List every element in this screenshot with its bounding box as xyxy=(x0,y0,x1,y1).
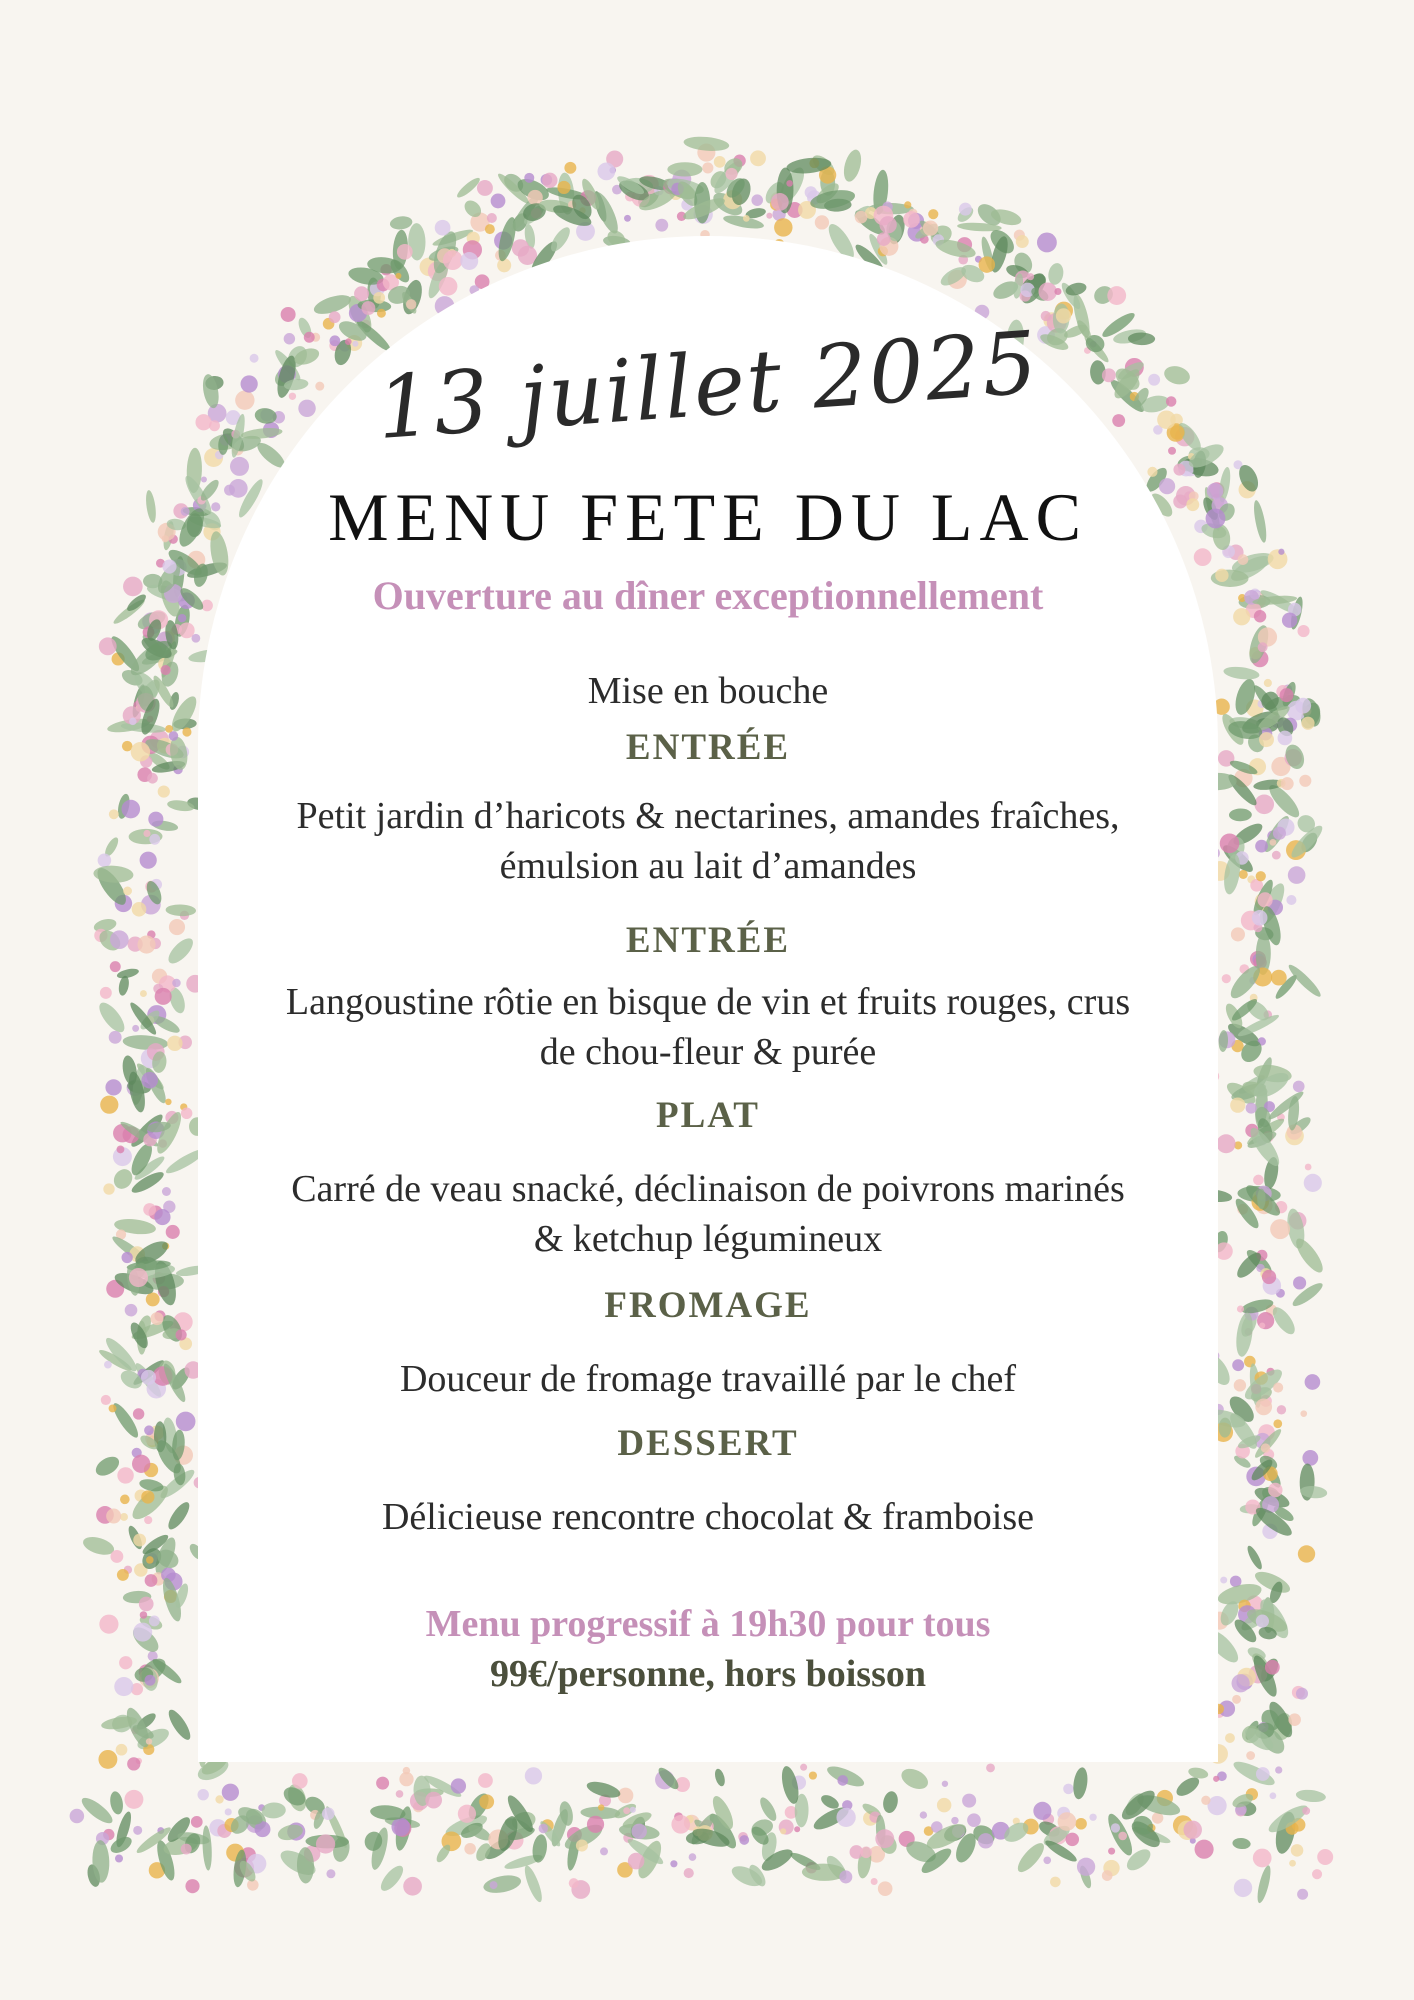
course-dish-entree-2-line1: Langoustine rôtie en bisque de vin et fruits rouges, crus xyxy=(285,981,1131,1023)
course-heading-dessert: DESSERT xyxy=(617,1423,799,1464)
course-dish-entree-2-line2: de chou-fleur & purée xyxy=(539,1031,877,1073)
course-heading-plat: PLAT xyxy=(656,1095,760,1136)
menu-content xyxy=(198,236,1218,1762)
course-dish-dessert: Délicieuse rencontre chocolat & framboise xyxy=(381,1496,1035,1538)
amuse-bouche: Mise en bouche xyxy=(587,670,829,712)
course-dish-fromage: Douceur de fromage travaillé par le chef xyxy=(399,1358,1017,1400)
course-heading-entree-2: ENTRÉE xyxy=(625,920,791,961)
course-heading-fromage: FROMAGE xyxy=(604,1285,812,1326)
price-note: 99€/personne, hors boisson xyxy=(489,1653,927,1695)
event-date: 13 juillet 2025 xyxy=(373,312,1043,460)
menu-title: MENU FETE DU LAC xyxy=(328,479,1088,555)
progressive-menu-note: Menu progressif à 19h30 pour tous xyxy=(425,1603,991,1645)
menu-subtitle: Ouverture au dîner exceptionnellement xyxy=(372,573,1044,618)
course-dish-plat-line2: & ketchup légumineux xyxy=(533,1218,883,1260)
course-dish-entree-1-line1: Petit jardin d’haricots & nectarines, amandes fraîches, xyxy=(296,795,1120,837)
course-dish-plat-line1: Carré de veau snacké, déclinaison de poivrons marinés xyxy=(291,1168,1125,1210)
course-dish-entree-1-line2: émulsion au lait d’amandes xyxy=(499,845,917,887)
course-heading-entree-1: ENTRÉE xyxy=(625,727,791,768)
